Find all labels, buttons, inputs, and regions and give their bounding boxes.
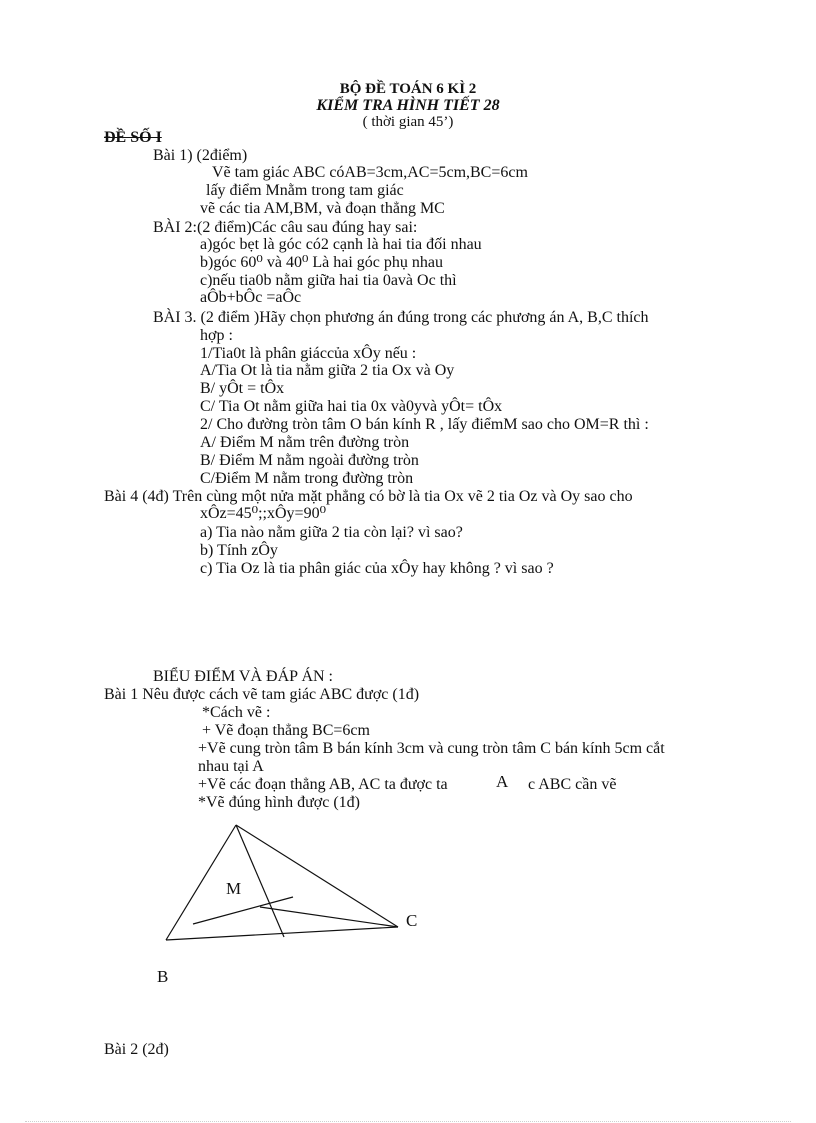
page-bottom-rule bbox=[25, 1121, 791, 1122]
figure-label-b: B bbox=[157, 967, 169, 986]
ray-am bbox=[236, 825, 284, 937]
bai2-line-d: aÔb+bÔc =aÔc bbox=[200, 289, 302, 306]
bai1-line-3: vẽ các tia AM,BM, và đoạn thẳng MC bbox=[200, 200, 445, 217]
bai1-heading: Bài 1) (2điểm) bbox=[153, 147, 248, 164]
answers-line-5: +Vẽ các đoạn thẳng AB, AC ta được ta bbox=[198, 776, 448, 793]
bai1-line-1: Vẽ tam giác ABC cóAB=3cm,AC=5cm,BC=6cm bbox=[212, 164, 528, 181]
answers-line-3: +Vẽ cung tròn tâm B bán kính 3cm và cung tròn tâm C bán kính 5cm cắt bbox=[198, 740, 665, 757]
bai3-line-7: B/ Điểm M nằm ngoài đường tròn bbox=[200, 452, 419, 469]
bai4-heading: Bài 4 (4đ) Trên cùng một nửa mặt phẳng có bờ là tia Ox vẽ 2 tia Oz và Oy sao cho bbox=[104, 488, 633, 505]
segment-mc bbox=[193, 897, 293, 924]
bai3-line-3: B/ yÔt = tÔx bbox=[200, 380, 285, 397]
exam-time: ( thời gian 45’) bbox=[362, 114, 454, 130]
answers-line-4: nhau tại A bbox=[198, 758, 264, 775]
bai3-line-4: C/ Tia Ot nằm giữa hai tia 0x và0yvà yÔt= tÔx bbox=[200, 398, 503, 415]
answers-line-2: + Vẽ đoạn thẳng BC=6cm bbox=[202, 722, 370, 739]
bai3-line-6: A/ Điểm M nằm trên đường tròn bbox=[200, 434, 410, 451]
bai4-line-2: a) Tia nào nằm giữa 2 tia còn lại? vì sao? bbox=[200, 524, 463, 541]
bai3-line-5: 2/ Cho đường tròn tâm O bán kính R , lấy điểmM sao cho OM=R thì : bbox=[200, 416, 649, 433]
document-title: BỘ ĐỀ TOÁN 6 KÌ 2 bbox=[339, 81, 477, 97]
triangle-figure bbox=[150, 815, 420, 950]
bai1-line-2: lấy điểm Mnằm trong tam giác bbox=[206, 182, 404, 199]
document-subtitle: KIỂM TRA HÌNH TIẾT 28 bbox=[316, 97, 500, 114]
segment-ac bbox=[236, 825, 398, 927]
answers-line-1: *Cách vẽ : bbox=[202, 704, 271, 721]
bai3-heading-cont: hợp : bbox=[200, 327, 233, 344]
answers-bai2-heading: Bài 2 (2đ) bbox=[104, 1041, 169, 1058]
figure-inline-label-a: A bbox=[496, 772, 509, 791]
bai3-line-1: 1/Tia0t là phân giáccủa xÔy nếu : bbox=[200, 345, 417, 362]
answers-line-6: *Vẽ đúng hình được (1đ) bbox=[198, 794, 360, 811]
bai4-line-4: c) Tia Oz là tia phân giác của xÔy hay không ? vì sao ? bbox=[200, 560, 554, 577]
exam-number: ĐỀ SỐ I bbox=[104, 129, 162, 146]
bai2-line-a: a)góc bẹt là góc có2 cạnh là hai tia đối nhau bbox=[200, 236, 482, 253]
answers-line-5-tail: c ABC cần vẽ bbox=[528, 776, 617, 793]
answers-bai1-heading: Bài 1 Nêu được cách vẽ tam giác ABC được (1đ) bbox=[104, 686, 420, 703]
bai4-line-1: xÔz=45⁰;;xÔy=90⁰ bbox=[200, 505, 326, 522]
bai2-heading: BÀI 2:(2 điểm)Các câu sau đúng hay sai: bbox=[153, 219, 418, 236]
bai2-line-b: b)góc 60⁰ và 40⁰ Là hai góc phụ nhau bbox=[200, 254, 443, 271]
bai2-line-c: c)nếu tia0b nằm giữa hai tia 0avà Oc thì bbox=[200, 272, 457, 289]
bai3-line-8: C/Điểm M nằm trong đường tròn bbox=[200, 470, 414, 487]
figure-label-m: M bbox=[226, 879, 242, 898]
answers-heading: BIỂU ĐIỂM VÀ ĐÁP ÁN : bbox=[153, 668, 333, 685]
bai3-heading: BÀI 3. (2 điểm )Hãy chọn phương án đúng trong các phương án A, B,C thích bbox=[153, 309, 649, 326]
bai3-line-2: A/Tia Ot là tia nằm giữa 2 tia Ox và Oy bbox=[200, 362, 455, 379]
bai4-line-3: b) Tính zÔy bbox=[200, 542, 278, 559]
figure-label-c: C bbox=[406, 911, 418, 930]
ray-bm bbox=[260, 907, 398, 927]
